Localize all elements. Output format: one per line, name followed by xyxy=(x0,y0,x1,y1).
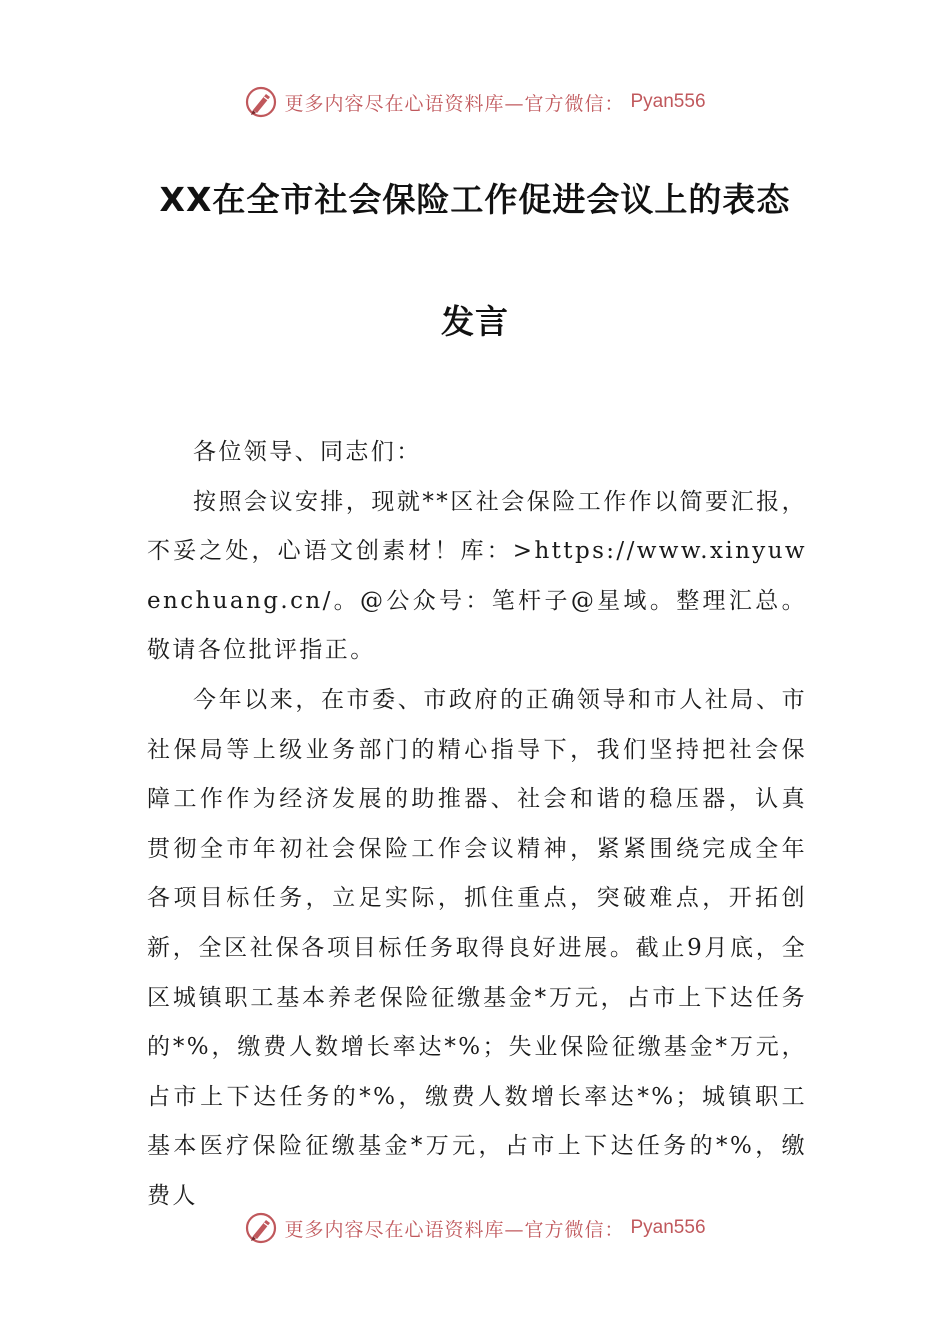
watermark-wechat-id: Pyan556 xyxy=(630,91,706,112)
document-title-line-1: XX在全市社会保险工作促进会议上的表态 xyxy=(159,180,791,219)
document-body xyxy=(147,428,807,1222)
watermark-text: 更多内容尽在心语资料库—官方微信： xyxy=(284,1218,625,1241)
summary-paragraph: 今年以来，在市委、市政府的正确领导和市人社局、市社保局等上级业务部门的精心指导下，我们坚持把社会保障工作作为经济发展的助推器、社会和谐的稳压器，认真贯彻全市年初社会保险工作会议精神，紧紧围绕完成全年各项目标任务，立足实际，抓住重点，突破难点，开拓创新，全区社保各项目标任务取得良好进展。截止9月底，全区城镇职工基本养老保险征缴基金*万元，占市上下达任务的*%，缴费人数增长率达*%；失业保险征缴基金*万元，占市上下达任务的*%，缴费人数增长率达*%；城镇职工基本医疗保险征缴基金*万元，占市上下达任务的*%，缴费人 xyxy=(147,686,807,1209)
document-title-line-2: 发言 xyxy=(441,302,509,341)
intro-paragraph: 按照会议安排，现就**区社会保险工作作以简要汇报，不妥之处，心语文创素材！库：>https://www.xinyuwenchuang.cn/。@公众号：笔杆子@星域。整理汇总。敬请各位批评指正。 xyxy=(147,488,807,664)
footer-watermark xyxy=(0,1208,950,1248)
header-watermark xyxy=(0,82,950,122)
pen-logo-icon xyxy=(244,1211,278,1245)
salutation-paragraph: 各位领导、同志们： xyxy=(193,439,422,465)
watermark-text: 更多内容尽在心语资料库—官方微信： xyxy=(284,92,625,115)
pen-logo-icon xyxy=(244,85,278,119)
watermark-wechat-id: Pyan556 xyxy=(630,1217,706,1238)
